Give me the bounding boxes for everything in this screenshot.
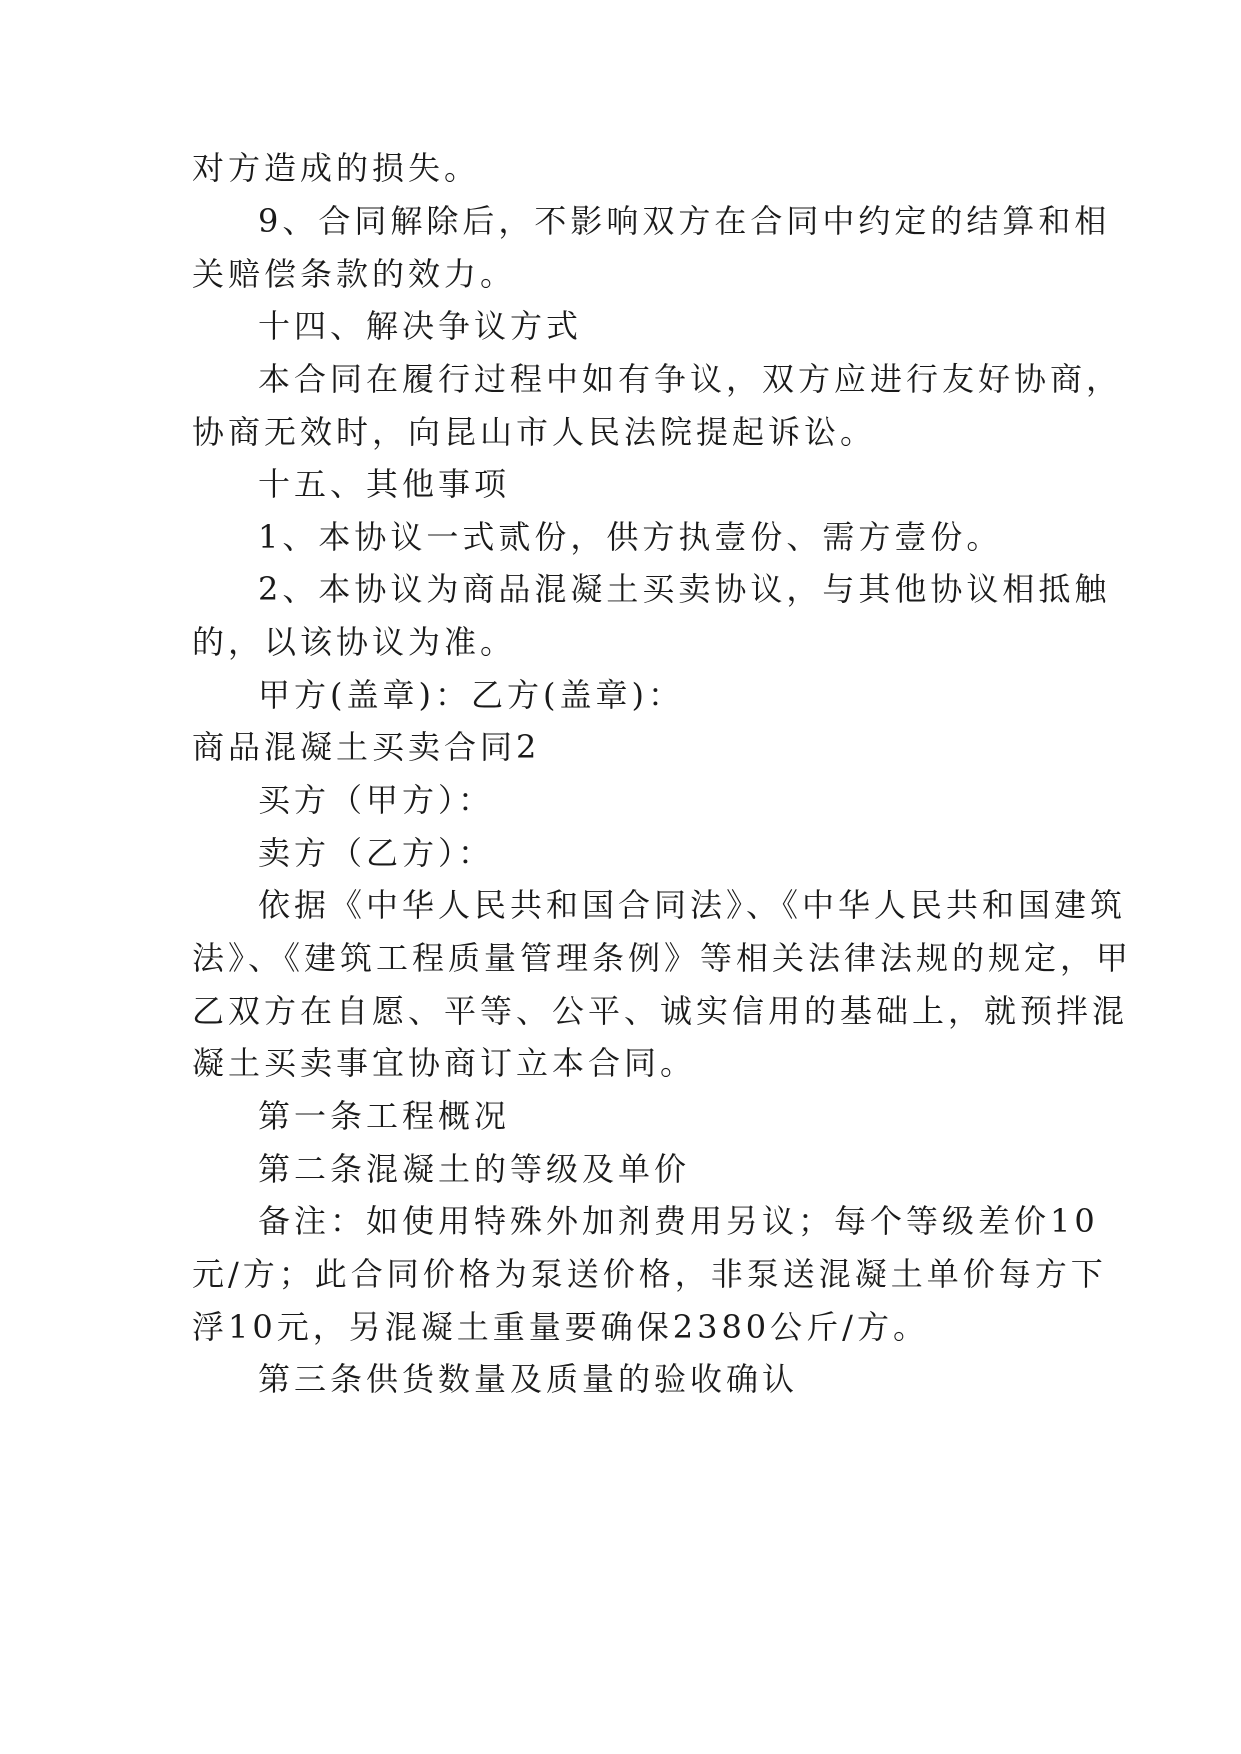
text-line: 元/方；此合同价格为泵送价格，非泵送混凝土单价每方下 <box>192 1255 1107 1293</box>
text-line: 2、本协议为商品混凝土买卖协议，与其他协议相抵触 <box>258 570 1111 608</box>
contract-title: 商品混凝土买卖合同2 <box>192 728 541 766</box>
article-heading: 第二条混凝土的等级及单价 <box>258 1150 691 1188</box>
text-line: 对方造成的损失。 <box>192 149 481 187</box>
text-line: 关赔偿条款的效力。 <box>192 255 517 293</box>
text-line: 乙双方在自愿、平等、公平、诚实信用的基础上，就预拌混 <box>192 992 1129 1030</box>
article-heading: 第三条供货数量及质量的验收确认 <box>258 1360 799 1398</box>
text-line: 9、合同解除后，不影响双方在合同中约定的结算和相 <box>258 202 1111 240</box>
text-line: 依据《中华人民共和国合同法》、《中华人民共和国建筑 <box>258 886 1127 924</box>
party-line: 卖方（乙方）： <box>258 834 495 872</box>
signature-line: 甲方(盖章)：乙方(盖章)： <box>258 676 684 714</box>
section-heading: 十五、其他事项 <box>258 465 511 503</box>
section-heading: 十四、解决争议方式 <box>258 307 583 345</box>
text-line: 凝土买卖事宜协商订立本合同。 <box>192 1044 697 1082</box>
text-line: 的，以该协议为准。 <box>192 623 517 661</box>
text-line: 本合同在履行过程中如有争议，双方应进行友好协商， <box>258 360 1123 398</box>
party-line: 买方（甲方）： <box>258 781 495 819</box>
text-line: 浮10元，另混凝土重量要确保2380公斤/方。 <box>192 1308 929 1346</box>
article-heading: 第一条工程概况 <box>258 1097 511 1135</box>
text-line: 备注：如使用特殊外加剂费用另议；每个等级差价10 <box>258 1202 1099 1240</box>
text-line: 法》、《建筑工程质量管理条例》等相关法律法规的规定，甲 <box>192 939 1133 977</box>
text-line: 协商无效时，向昆山市人民法院提起诉讼。 <box>192 413 877 451</box>
text-line: 1、本协议一式贰份，供方执壹份、需方壹份。 <box>258 518 1003 556</box>
